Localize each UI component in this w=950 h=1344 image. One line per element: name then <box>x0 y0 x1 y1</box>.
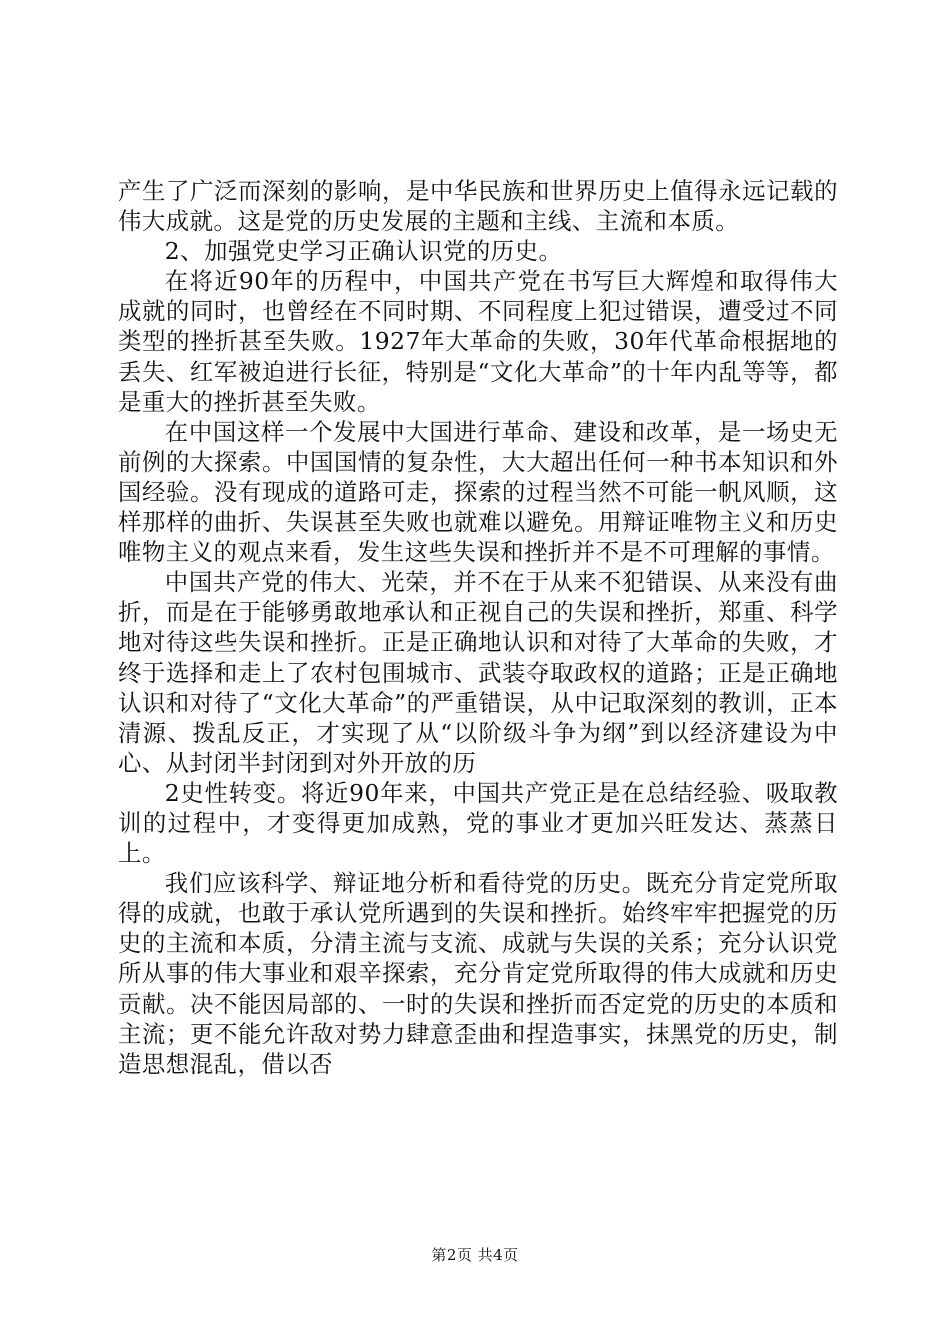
paragraph-continued: 产生了广泛而深刻的影响，是中华民族和世界历史上值得永远记载的伟大成就。这是党的历史发展的主题和主线、主流和本质。 <box>118 177 838 236</box>
section-heading: 2、加强党史学习正确认识党的历史。 <box>164 237 563 266</box>
paragraph: 在将近90年的历程中，中国共产党在书写巨大辉煌和取得伟大成就的同时，也曾经在不同时期、不同程度上犯过错误，遭受过不同类型的挫折甚至失败。1927年大革命的失败，30年代革命根据地的丢失、红军被迫进行长征，特别是“文化大革命”的十年内乱等等，都是重大的挫折甚至失败。 <box>118 267 838 416</box>
paragraph: 在中国这样一个发展中大国进行革命、建设和改革，是一场史无前例的大探索。中国国情的复杂性，大大超出任何一种书本知识和外国经验。没有现成的道路可走，探索的过程当然不可能一帆风顺，这样那样的曲折、失误甚至失败也就难以避免。用辩证唯物主义和历史唯物主义的观点来看，发生这些失误和挫折并不是不可理解的事情。 <box>118 417 838 567</box>
document-body <box>118 176 838 1079</box>
paragraph: 我们应该科学、辩证地分析和看待党的历史。既充分肯定党所取得的成就，也敢于承认党所遇到的失误和挫折。始终牢牢把握党的历史的主流和本质，分清主流与支流、成就与失误的关系；充分认识党所从事的伟大事业和艰辛探索，充分肯定党所取得的伟大成就和历史贡献。决不能因局部的、一时的失误和挫折而否定党的历史的本质和主流；更不能允许敌对势力肆意歪曲和捏造事实，抹黑党的历史，制造思想混乱，借以否 <box>118 869 838 1078</box>
page-number-footer: 第2页 共4页 <box>431 1246 519 1264</box>
paragraph: 中国共产党的伟大、光荣，并不在于从来不犯错误、从来没有曲折，而是在于能够勇敢地承认和正视自己的失误和挫折，郑重、科学地对待这些失误和挫折。正是正确地认识和对待了大革命的失败，才终于选择和走上了农村包围城市、武装夺取政权的道路；正是正确地认识和对待了“文化大革命”的严重错误，从中记取深刻的教训，正本清源、拨乱反正，才实现了从“以阶级斗争为纲”到以经济建设为中心、从封闭半封闭到对外开放的历 <box>118 568 838 777</box>
paragraph: 2史性转变。将近90年来，中国共产党正是在总结经验、吸取教训的过程中，才变得更加成熟，党的事业才更加兴旺发达、蒸蒸日上。 <box>118 778 838 868</box>
